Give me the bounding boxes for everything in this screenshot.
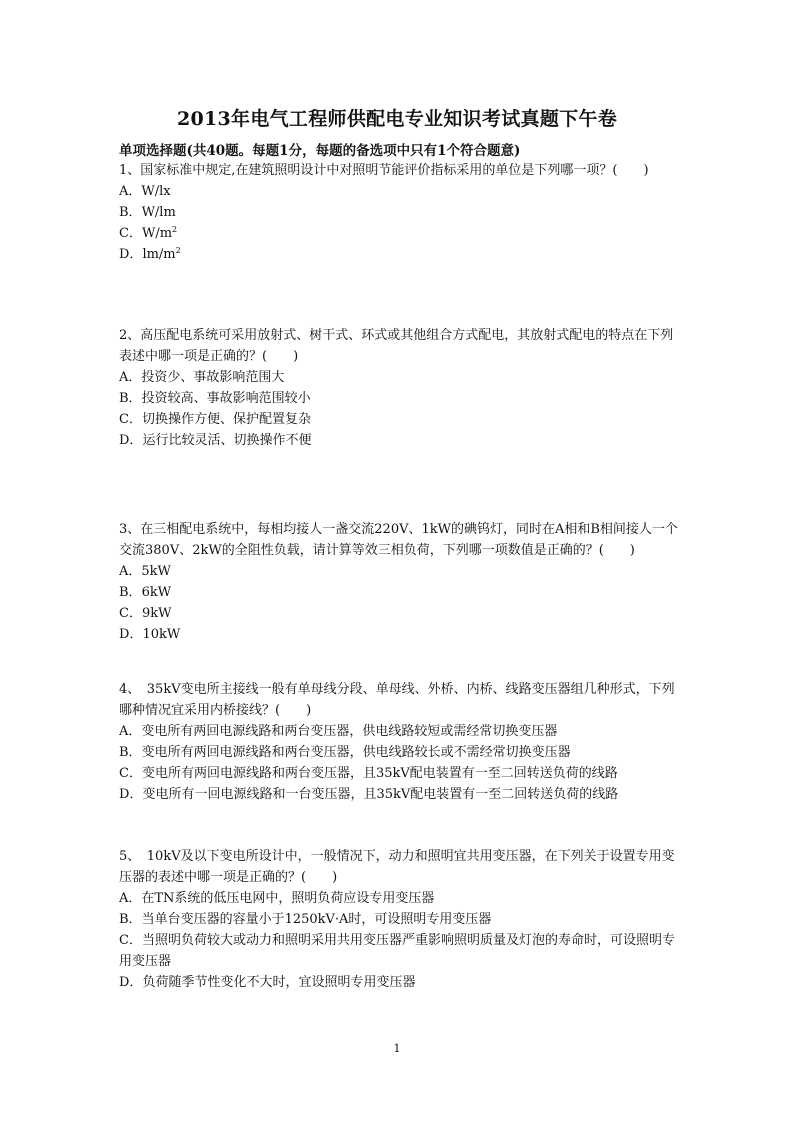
option-text: 9kW (141, 606, 172, 621)
option-prefix: D． (119, 247, 143, 262)
page-number: 1 (393, 1042, 401, 1055)
question-3 (119, 519, 679, 645)
question-stem: 4、 35kV变电所主接线一般有单母线分段、单母线、外桥、内桥、线路变压器组几种形式，下列哪种情况宜采用内桥接线？( ) (119, 682, 675, 718)
option-prefix: C． (119, 933, 142, 948)
option-b (119, 742, 679, 763)
option-d (119, 972, 679, 993)
option-a (119, 721, 679, 742)
option-prefix: B． (119, 585, 142, 600)
option-prefix: B． (119, 391, 142, 406)
option-a (119, 888, 679, 909)
option-prefix: C． (119, 766, 142, 781)
question-stem: 5、 10kV及以下变电所设计中，一般情况下，动力和照明宜共用变压器，在下列关于设置专用变压器的表述中哪一项是正确的？( ) (119, 849, 675, 885)
option-prefix: B． (119, 912, 142, 927)
question-stem: 3、在三相配电系统中，每相均接人一盏交流220V、1kW的碘钨灯，同时在A相和B相间接人一个交流380V、2kW的全阻性负载，请计算等效三相负荷，下列哪一项数值是正确的？( ) (119, 522, 678, 558)
option-b (119, 388, 679, 409)
option-a (119, 181, 679, 202)
option-prefix: D． (119, 975, 143, 990)
option-text: 运行比较灵活、切换操作不便 (142, 433, 312, 448)
option-prefix: A． (119, 370, 142, 385)
document-title: 2013年电气工程师供配电专业知识考试真题下午卷 (176, 108, 618, 130)
option-c (119, 223, 679, 244)
option-text: 变电所有两回电源线路和两台变压器，供电线路较短或需经常切换变压器 (141, 724, 558, 739)
option-text: 10kW (142, 627, 181, 642)
option-prefix: D． (119, 787, 143, 802)
option-b (119, 909, 679, 930)
option-d (119, 244, 679, 265)
option-c (119, 409, 679, 430)
option-superscript: 2 (172, 225, 178, 234)
option-text: W/lm (141, 205, 176, 220)
question-1 (119, 160, 679, 265)
option-d (119, 784, 679, 805)
option-text: 变电所有两回电源线路和两台变压器，供电线路较长或不需经常切换变压器 (141, 745, 571, 760)
option-text: 变电所有两回电源线路和两台变压器，且35kV配电装置有一至二回转送负荷的线路 (141, 766, 618, 781)
question-stem: 2、高压配电系统可采用放射式、树干式、环式或其他组合方式配电，其放射式配电的特点在下列表述中哪一项是正确的？( ) (119, 328, 674, 364)
option-c (119, 930, 679, 972)
option-prefix: C． (119, 412, 142, 427)
option-text: W/m (141, 226, 173, 241)
option-text: 投资较高、事故影响范围较小 (141, 391, 311, 406)
section-heading: 单项选择题(共40题。每题1分，每题的备选项中只有1个符合题意) (119, 143, 521, 159)
option-text: 投资少、事故影响范围大 (141, 370, 285, 385)
option-text: 当照明负荷较大或动力和照明采用共用变压器严重影响照明质量及灯泡的寿命时，可设照明专用变压器 (119, 933, 675, 969)
option-prefix: B． (119, 745, 142, 760)
option-text: 负荷随季节性变化不大时，宜设照明专用变压器 (142, 975, 416, 990)
option-text: 当单台变压器的容量小于1250kV·A时，可设照明专用变压器 (141, 912, 492, 927)
option-text: 切换操作方便、保护配置复杂 (141, 412, 311, 427)
option-prefix: A． (119, 184, 142, 199)
option-text: 5kW (141, 564, 171, 579)
option-prefix: B． (119, 205, 142, 220)
option-b (119, 582, 679, 603)
question-4 (119, 679, 679, 805)
option-text: 6kW (141, 585, 172, 600)
option-prefix: D． (119, 627, 143, 642)
option-a (119, 561, 679, 582)
option-prefix: A． (119, 724, 142, 739)
question-5 (119, 846, 679, 993)
option-c (119, 763, 679, 784)
option-text: W/lx (141, 184, 171, 199)
option-text: 在TN系统的低压电网中，照明负荷应设专用变压器 (141, 891, 435, 906)
question-stem: 1、国家标准中规定,在建筑照明设计中对照明节能评价指标采用的单位是下列哪一项？( ) (119, 163, 649, 178)
option-superscript: 2 (175, 246, 181, 255)
option-prefix: D． (119, 433, 143, 448)
option-text: lm/m (142, 247, 176, 262)
option-d (119, 430, 679, 451)
option-c (119, 603, 679, 624)
question-2 (119, 325, 679, 451)
option-d (119, 624, 679, 645)
option-b (119, 202, 679, 223)
option-prefix: A． (119, 891, 142, 906)
option-prefix: C． (119, 226, 142, 241)
option-a (119, 367, 679, 388)
option-prefix: C． (119, 606, 142, 621)
option-prefix: A． (119, 564, 142, 579)
option-text: 变电所有一回电源线路和一台变压器，且35kV配电装置有一至二回转送负荷的线路 (142, 787, 619, 802)
